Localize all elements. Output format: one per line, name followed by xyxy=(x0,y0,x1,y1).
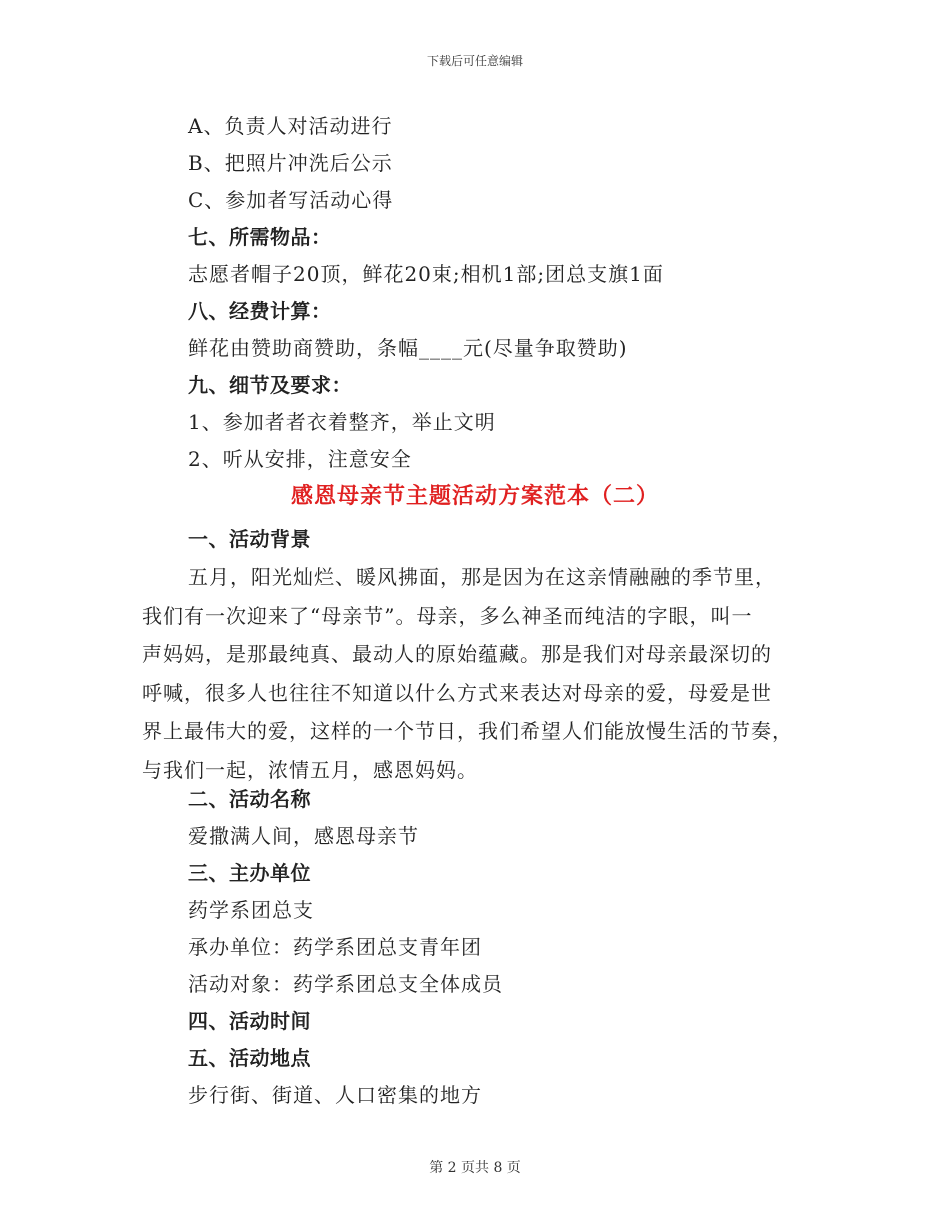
paragraph-line: 界上最伟大的爱，这样的一个节日，我们希望人们能放慢生活的节奏， xyxy=(142,719,793,743)
heading-supplies: 七、所需物品： xyxy=(188,225,332,249)
requirement-2: 2、听从安排，注意安全 xyxy=(188,447,412,471)
document-title: 感恩母亲节主题活动方案范本（二） xyxy=(290,484,659,509)
paragraph-line: 声妈妈，是那最纯真、最动人的原始蕴藏。那是我们对母亲最深切的 xyxy=(142,642,772,666)
host-text: 药学系团总支 xyxy=(188,898,314,922)
background-paragraph xyxy=(142,558,807,789)
paragraph-line: 呼喊，很多人也往往不知道以什么方式来表达对母亲的爱，母爱是世 xyxy=(142,680,772,705)
event-name-text: 爱撒满人间，感恩母亲节 xyxy=(188,824,419,848)
list-item-a: A、负责人对活动进行 xyxy=(188,114,393,138)
list-item-b: B、把照片冲洗后公示 xyxy=(188,151,393,175)
paragraph-line: 五月，阳光灿烂、暖风拂面，那是因为在这亲情融融的季节里， xyxy=(188,565,776,589)
target-text: 活动对象：药学系团总支全体成员 xyxy=(188,972,503,996)
heading-background: 一、活动背景 xyxy=(188,527,311,551)
heading-event-name: 二、活动名称 xyxy=(188,787,311,811)
requirement-1: 1、参加者者衣着整齐，举止文明 xyxy=(188,410,496,434)
paragraph-line: 与我们一起，浓情五月，感恩妈妈。 xyxy=(142,757,478,782)
organizer-text: 承办单位：药学系团总支青年团 xyxy=(188,935,482,959)
supplies-text: 志愿者帽子20顶，鲜花20束;相机1部;团总支旗1面 xyxy=(188,262,664,286)
heading-time: 四、活动时间 xyxy=(188,1009,311,1033)
location-text: 步行街、街道、人口密集的地方 xyxy=(188,1083,482,1107)
page-footer: 第 2 页共 8 页 xyxy=(429,1160,521,1176)
heading-budget: 八、经费计算： xyxy=(188,299,332,323)
paragraph-line: 我们有一次迎来了“母亲节”。母亲，多么神圣而纯洁的字眼，叫一 xyxy=(142,603,753,628)
list-item-c: C、参加者写活动心得 xyxy=(188,188,394,212)
budget-text: 鲜花由赞助商赞助，条幅____元(尽量争取赞助) xyxy=(188,336,628,360)
page-header: 下载后可任意编辑 xyxy=(426,54,523,68)
heading-location: 五、活动地点 xyxy=(188,1046,311,1070)
heading-host: 三、主办单位 xyxy=(188,861,311,885)
heading-details: 九、细节及要求： xyxy=(188,373,352,397)
